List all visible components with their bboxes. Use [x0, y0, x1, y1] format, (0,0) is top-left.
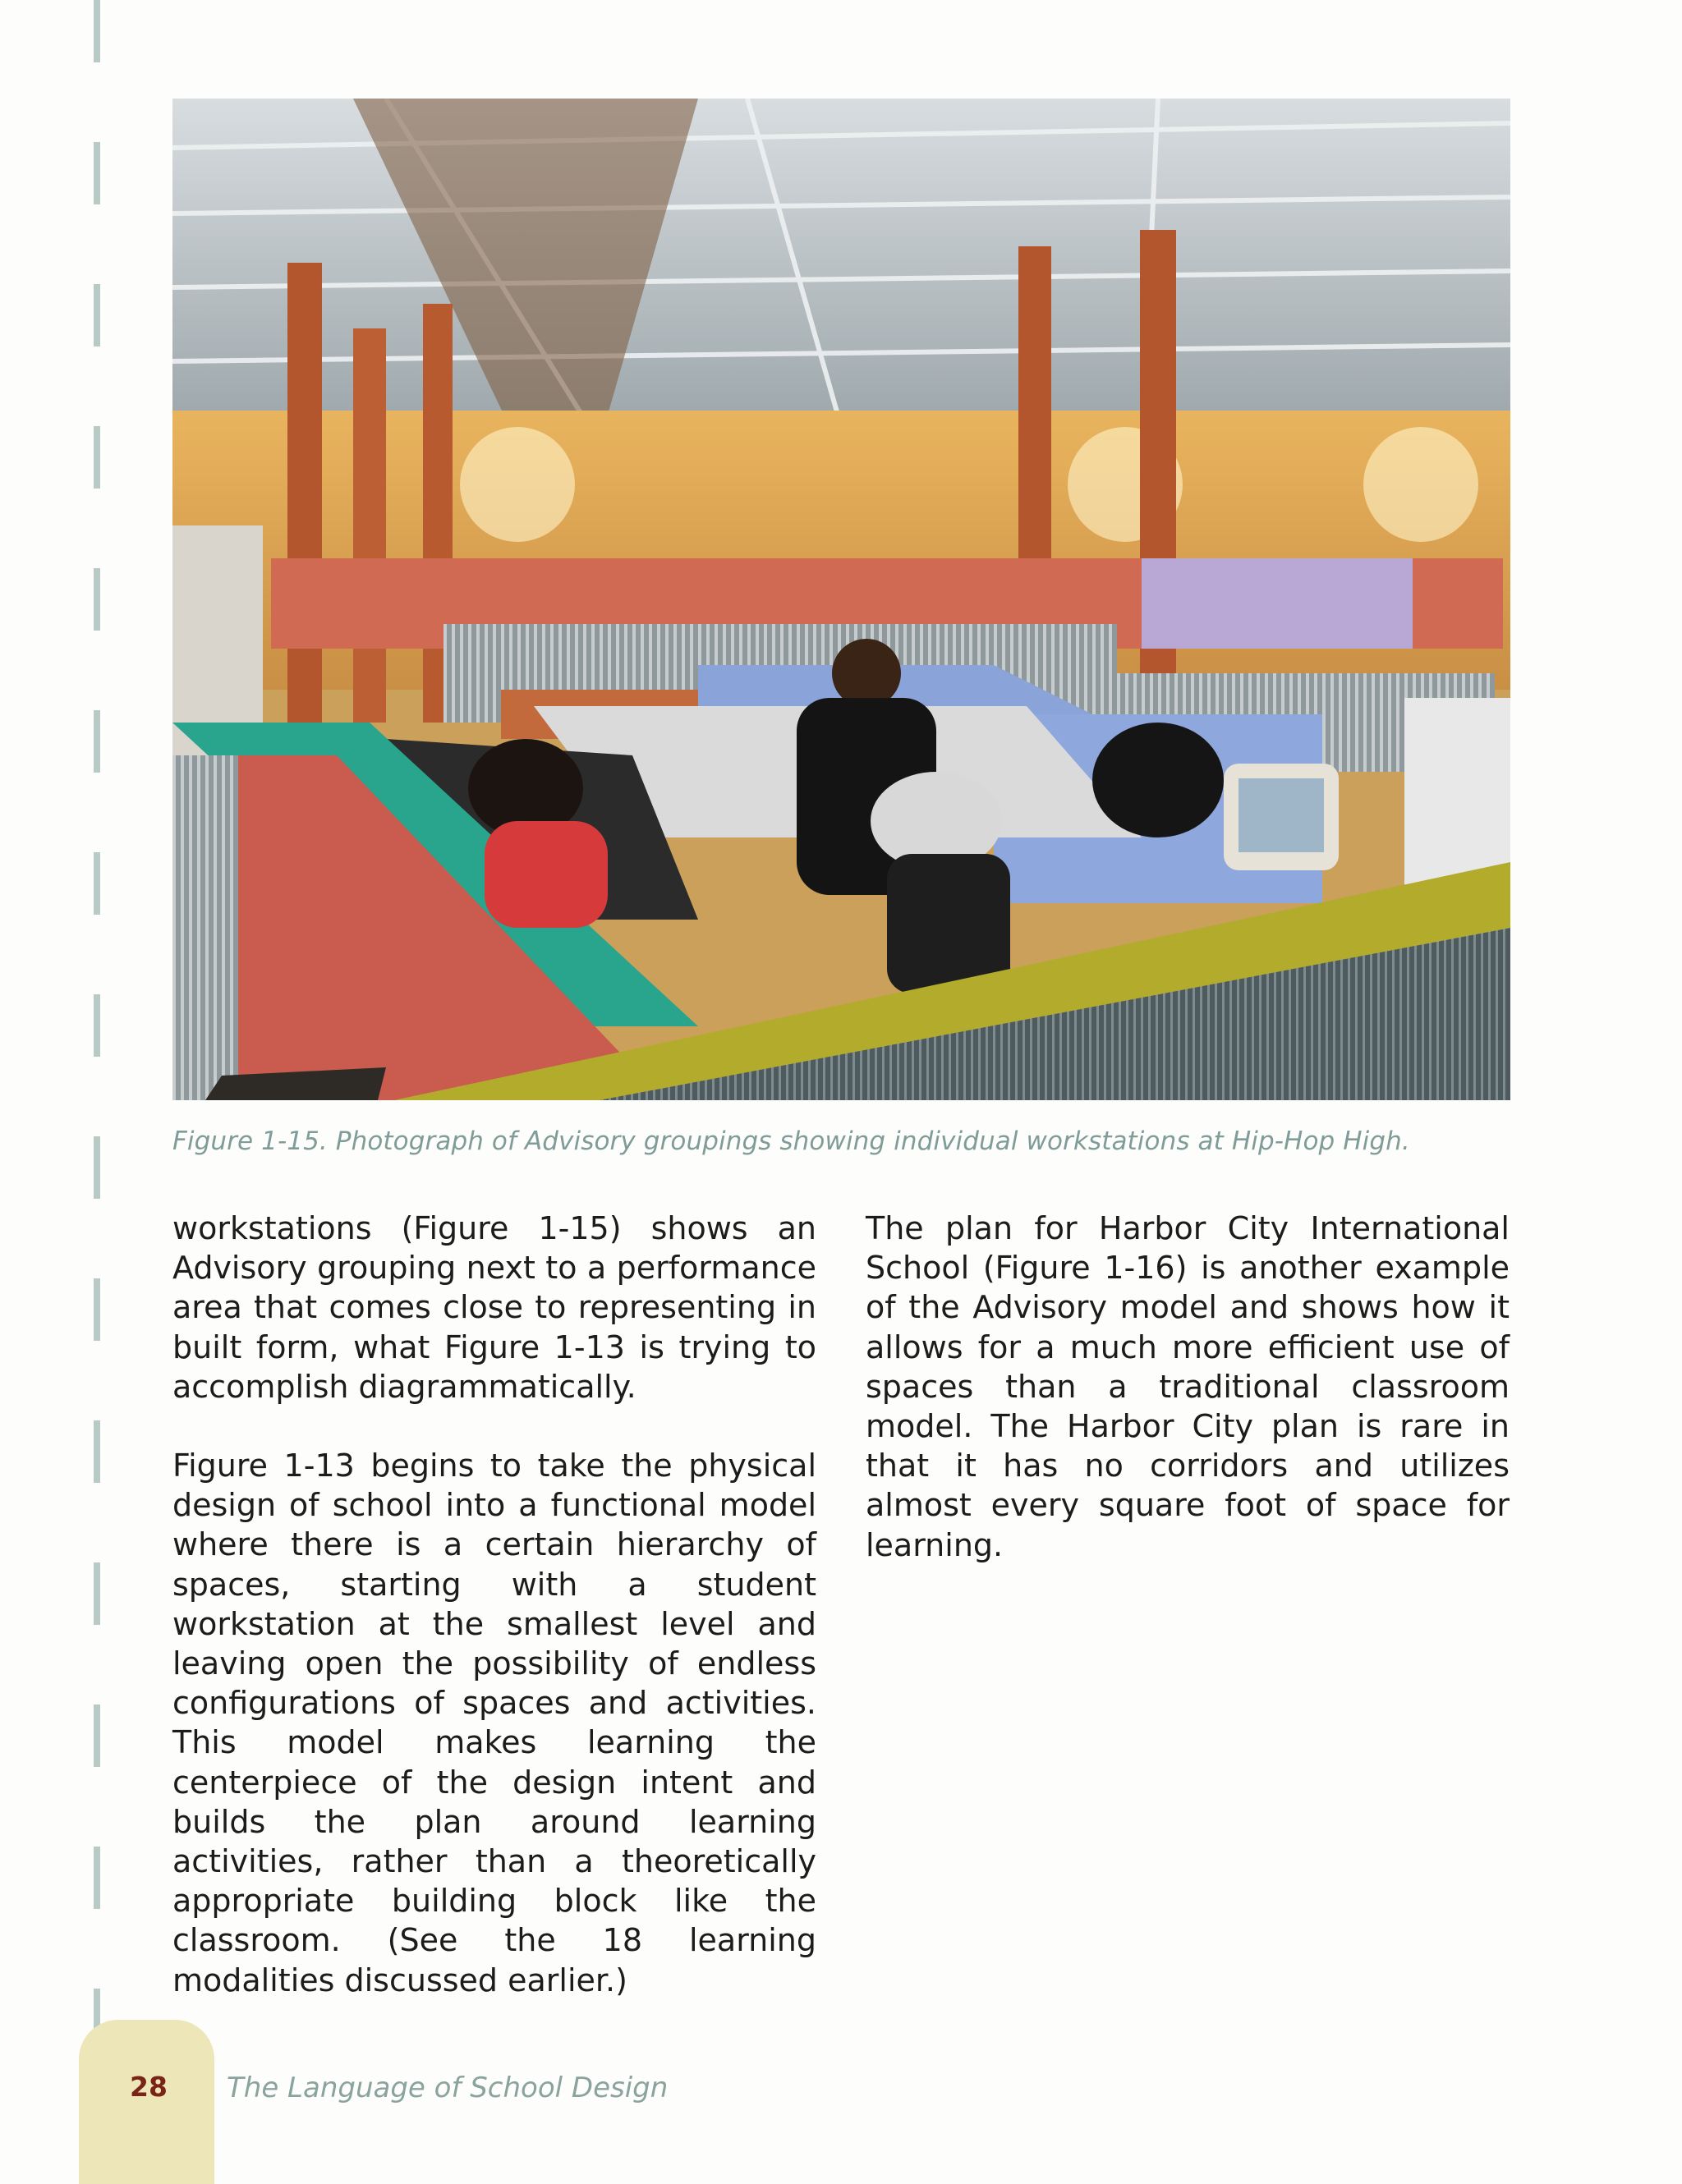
backpack [1092, 723, 1224, 837]
page-number: 28 [130, 2071, 168, 2103]
paragraph: workstations (Figure 1-15) shows an Advisory grouping next to a performance area that comes close to representing in built form, what Figure 1-13 is trying to accomplish diagrammatically. [172, 1210, 816, 1405]
margin-rule [94, 0, 100, 2036]
body-column-left [172, 1209, 816, 2039]
paragraph: The plan for Harbor City International School (Figure 1-16) is another example of the Advisory model and shows how it allows for a much more efficient use of spaces than a traditional classroom model. The Harbor City plan is rare in that it has no corridors and utilizes almost every square foot of space for learning. [866, 1210, 1510, 1563]
column [287, 263, 322, 723]
body-column-right [866, 1209, 1510, 1604]
figure-photo [172, 99, 1510, 1100]
column [353, 328, 386, 723]
photo-illustration [172, 99, 1510, 1100]
figure-caption: Figure 1-15. Photograph of Advisory groupings showing individual workstations at Hip-Hop High. [172, 1126, 1410, 1156]
running-title: The Language of School Design [227, 2072, 669, 2104]
student [832, 639, 901, 708]
paragraph: Figure 1-13 begins to take the physical design of school into a functional model where there is a certain hierarchy of spaces, starting with a student workstation at the smallest level and leaving open the possibility of endless configurations of spaces and activities. This model makes learning the centerpiece of the design intent and builds the plan around learning activities, rather than a theoretically appropriate building block like the classroom. (See the 18 learning modalities discussed earlier.) [172, 1448, 816, 1998]
